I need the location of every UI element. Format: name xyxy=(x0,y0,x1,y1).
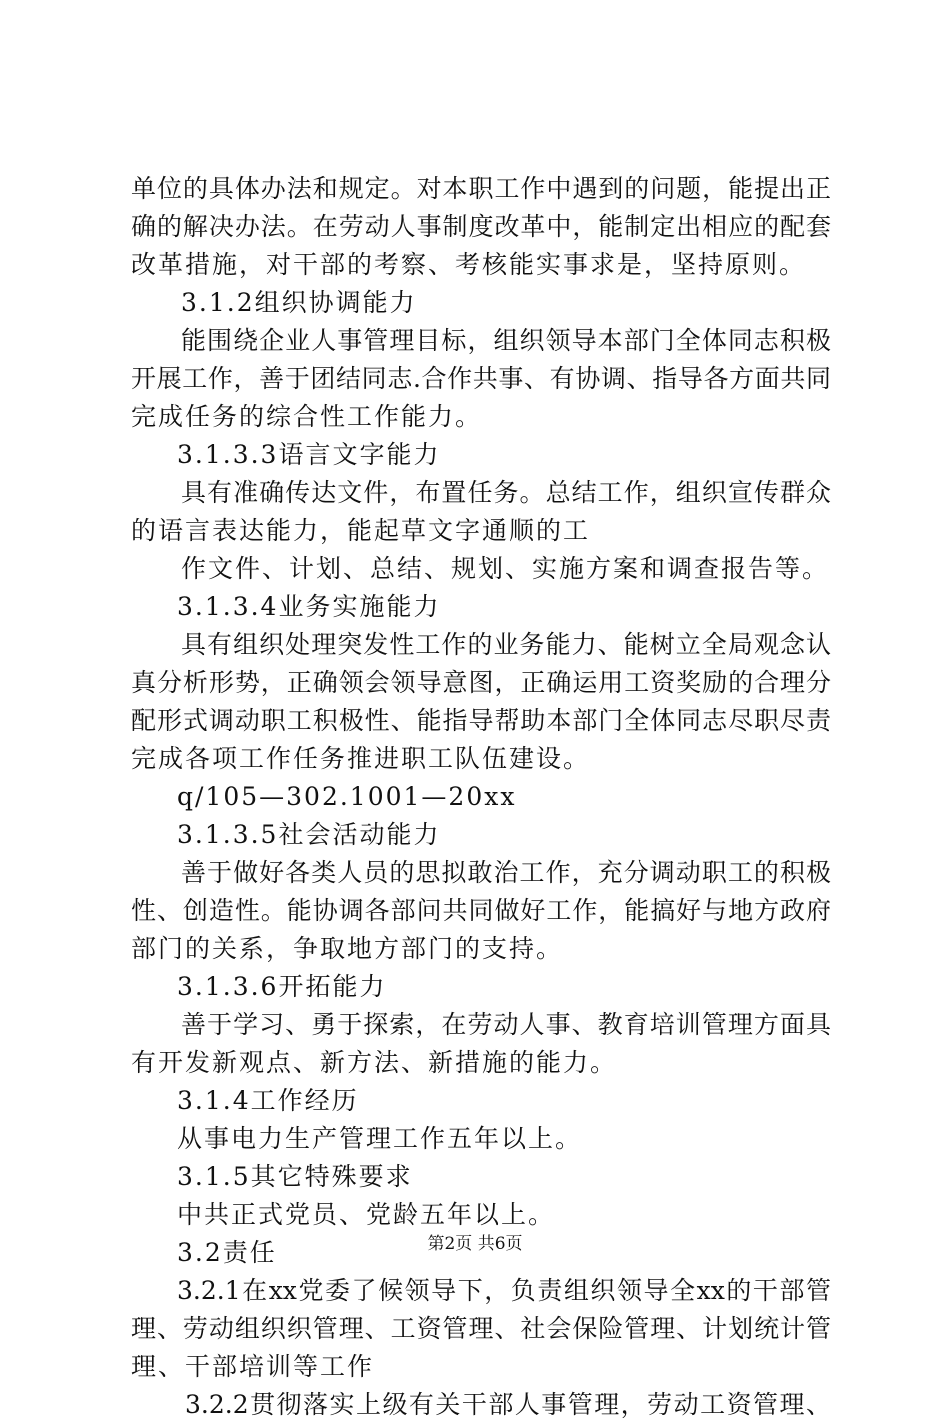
text-line: 中共正式党员、党龄五年以上。 xyxy=(177,1200,556,1229)
text-line: 3.1.3.3语言文字能力 xyxy=(177,440,441,469)
text-line: 从事电力生产管理工作五年以上。 xyxy=(177,1124,583,1153)
text-line: 善于学习、勇于探索，在劳动人事、教育培训管理方面具 xyxy=(181,1010,831,1039)
text-line: 性、创造性。能协调各部问共同做好工作，能搞好与地方政府 xyxy=(131,896,831,925)
page-footer: 第2页 共6页 xyxy=(427,1234,523,1254)
text-line: 具有准确传达文件，布置任务。总结工作，组织宣传群众 xyxy=(181,478,831,507)
text-line: 理、劳动组织织管理、工资管理、社会保险管理、计划统计管 xyxy=(131,1314,831,1343)
text-line: 理、干部培训等工作 xyxy=(131,1352,375,1381)
text-line: 3.2.1在xx党委了候领导下，负责组织领导全xx的干部管 xyxy=(177,1276,831,1305)
text-line: 具有组织处理突发性工作的业务能力、能树立全局观念认 xyxy=(181,630,831,659)
text-line: 配形式调动职工积极性、能指导帮助本部门全体同志尽职尽责 xyxy=(131,706,831,735)
text-line: 作文件、计划、总结、规划、实施方案和调查报告等。 xyxy=(181,554,830,583)
text-line: 真分析形势，正确领会领导意图，正确运用工资奖励的合理分 xyxy=(131,668,831,697)
text-line: 确的解决办法。在劳动人事制度改革中，能制定出相应的配套 xyxy=(131,212,831,241)
text-line: 3.1.3.5社会活动能力 xyxy=(177,820,441,849)
text-line: 改革措施，对干部的考察、考核能实事求是，坚持原则。 xyxy=(131,250,807,279)
text-line: 3.1.4工作经历 xyxy=(177,1086,359,1115)
text-line: 完成任务的综合性工作能力。 xyxy=(131,402,483,431)
text-line: 善于做好各类人员的思拟敢治工作，充分调动职工的积极 xyxy=(181,858,831,887)
text-line: 3.1.2组织协调能力 xyxy=(181,288,417,317)
text-line: 部门的关系，争取地方部门的支持。 xyxy=(131,934,564,963)
text-line: 开展工作，善于团结同志.合作共事、有协调、指导各方面共同 xyxy=(131,364,831,393)
text-line: 3.2.2贯彻落实上级有关干部人事管理，劳动工资管理、 xyxy=(185,1390,831,1419)
text-line: 完成各项工作任务推进职工队伍建设。 xyxy=(131,744,591,773)
text-line: 单位的具体办法和规定。对本职工作中遇到的问题，能提出正 xyxy=(131,174,831,203)
text-line: 的语言表达能力，能起草文字通顺的工 xyxy=(131,516,591,545)
text-line: q/105—302.1001—20xx xyxy=(177,782,517,811)
text-line: 有开发新观点、新方法、新措施的能力。 xyxy=(131,1048,618,1077)
text-line: 3.1.5其它特殊要求 xyxy=(177,1162,413,1191)
text-line: 3.2责任 xyxy=(177,1238,277,1267)
text-line: 3.1.3.6开拓能力 xyxy=(177,972,387,1001)
text-line: 3.1.3.4业务实施能力 xyxy=(177,592,441,621)
text-line: 能围绕企业人事管理目标，组织领导本部门全体同志积极 xyxy=(181,326,831,355)
